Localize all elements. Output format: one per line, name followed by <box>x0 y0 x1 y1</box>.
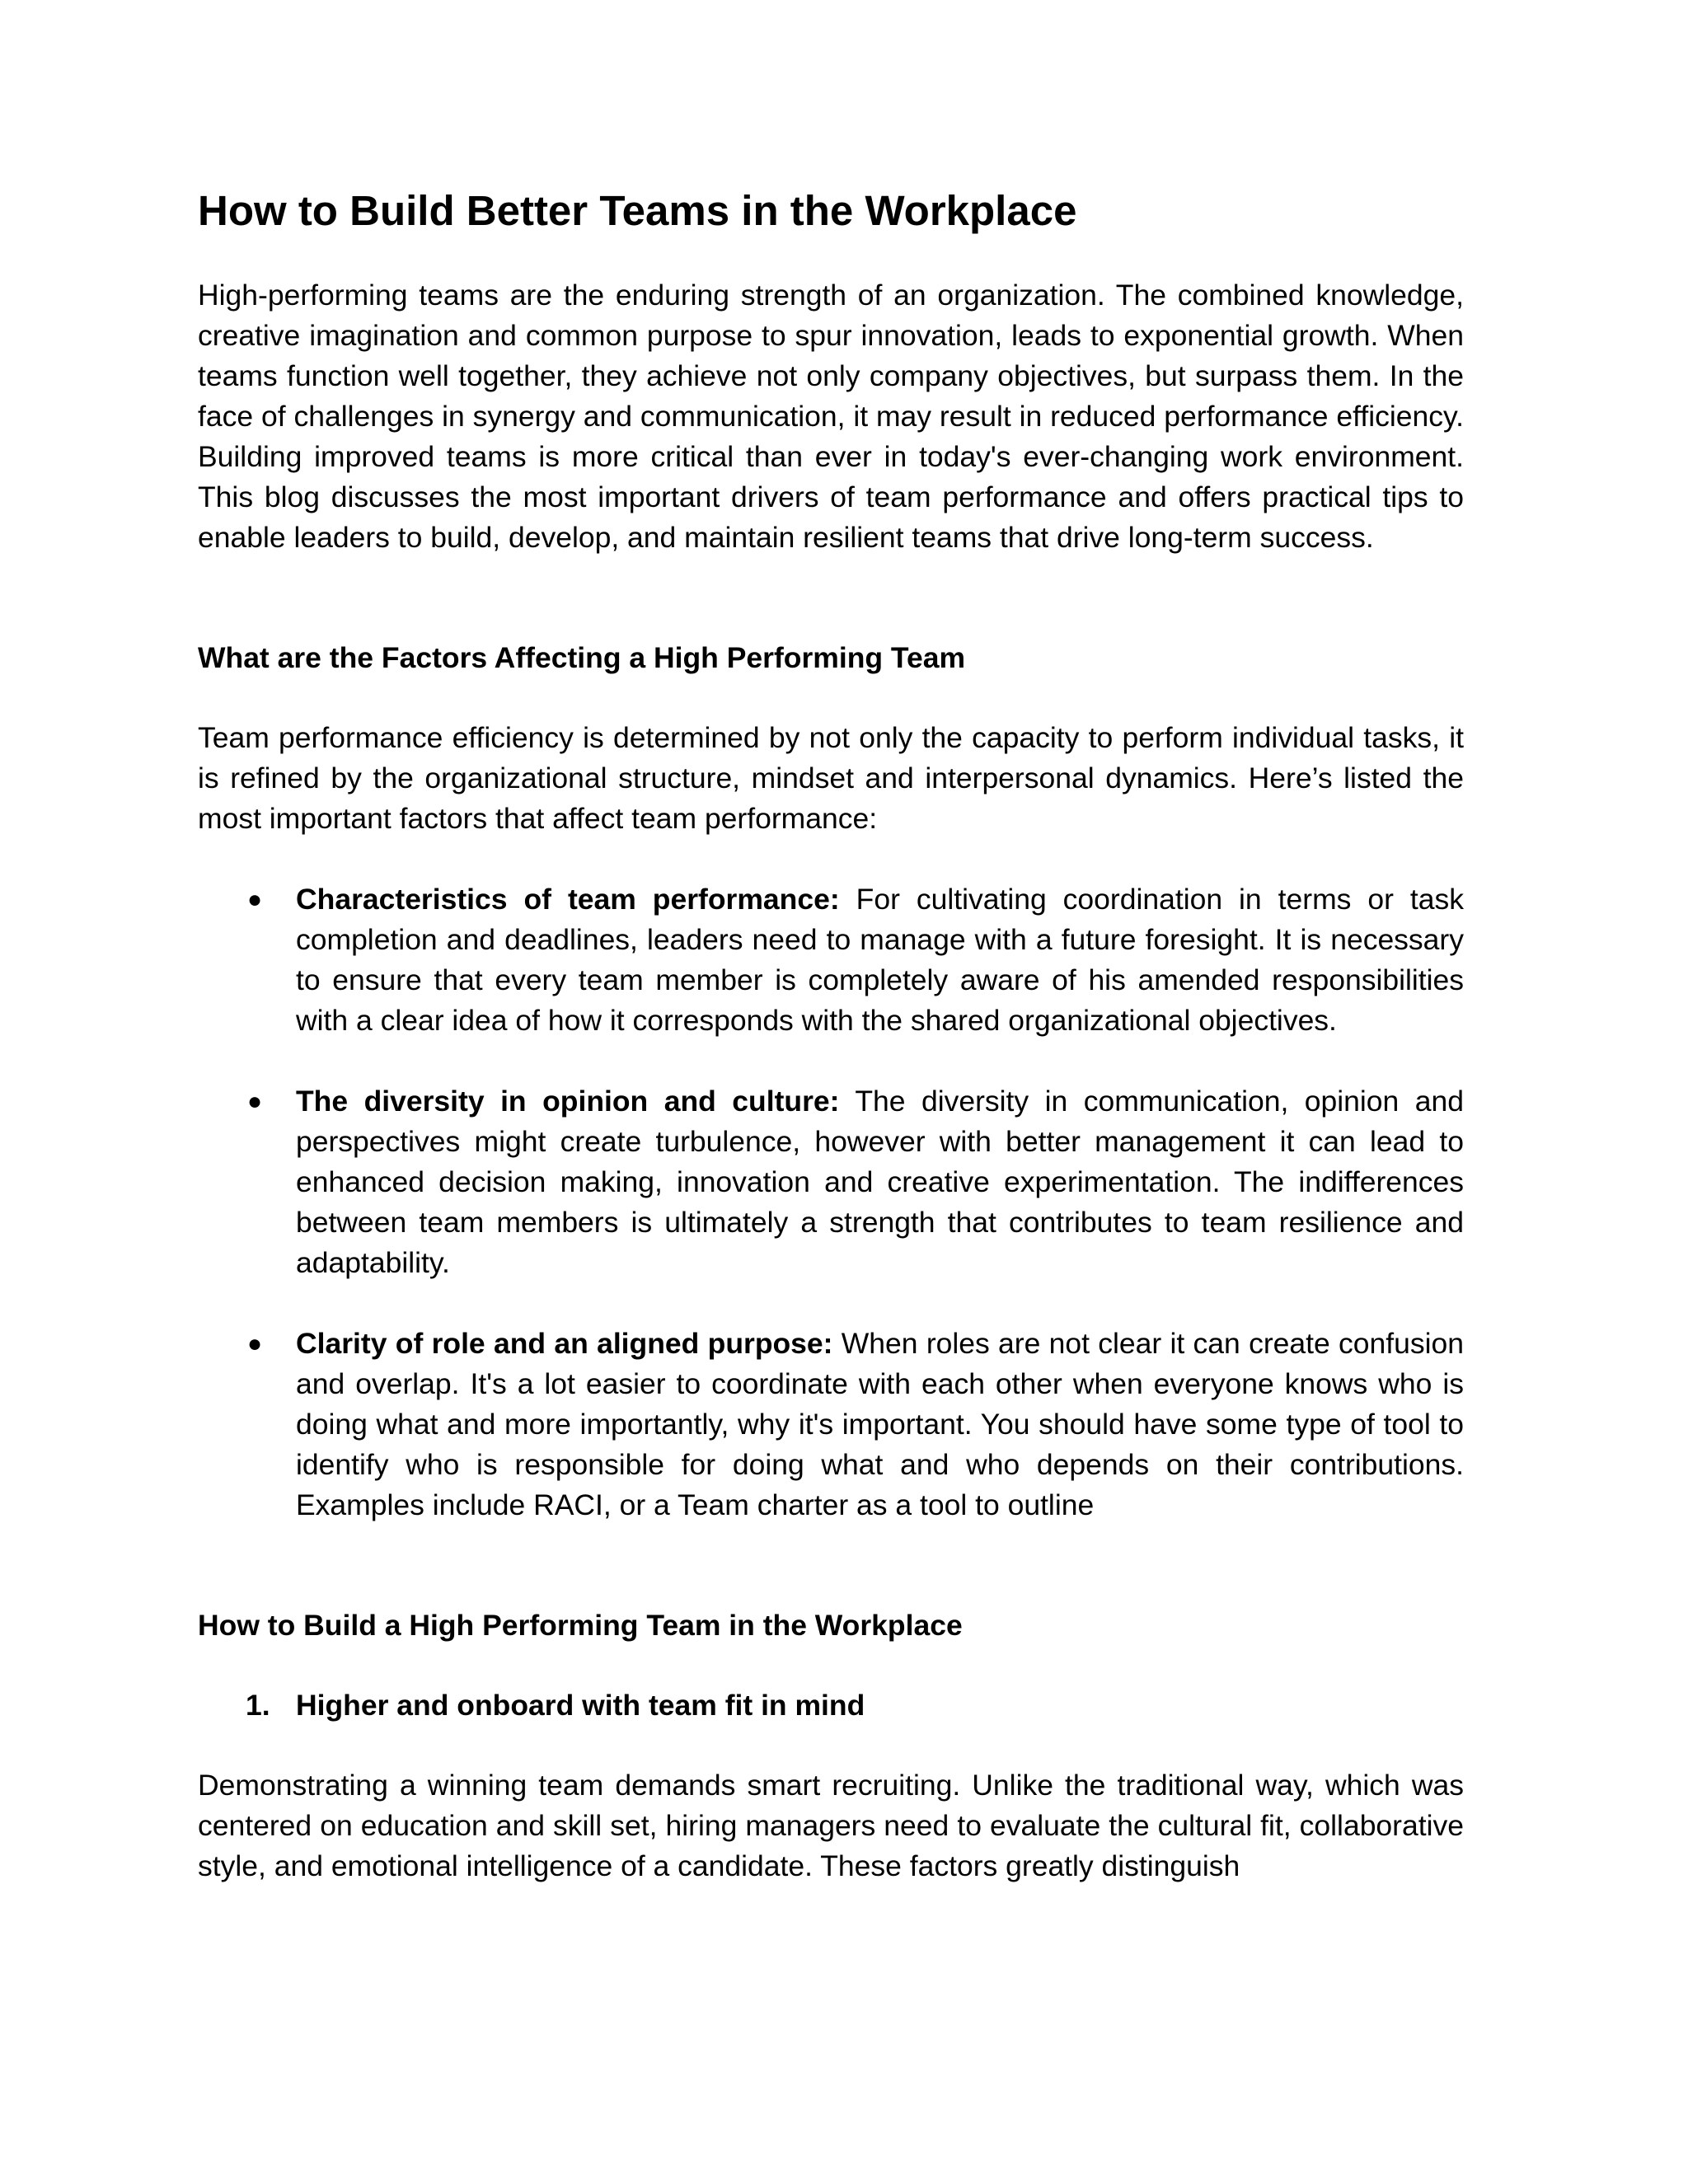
factors-heading: What are the Factors Affecting a High Performing Team <box>198 641 966 675</box>
list-item-term: The diversity in opinion and culture: <box>296 1085 840 1118</box>
list-item-text: For cultivating coordination in terms or task completion and deadlines, leaders need to manage with a future foresight. It is necessary to ensure that every team member is completely aware of his amended responsibilities with a clear idea of how it corresponds with the shared organizational objectives. <box>296 883 1464 1038</box>
step-paragraph: Demonstrating a winning team demands smart recruiting. Unlike the traditional way, which was centered on education and skill set, hiring managers need to evaluate the cultural fit, collaborative style, and emotional intelligence of a candidate. These factors greatly distinguish <box>198 1769 1464 1883</box>
bullet-icon: ● <box>247 1330 263 1358</box>
intro-paragraph: High-performing teams are the enduring strength of an organization. The combined knowledge, creative imagination and common purpose to spur innovation, leads to exponential growth. When teams function well together, they achieve not only company objectives, but surpass them. In the face of challenges in synergy and communication, it may result in reduced performance efficiency. Building improved teams is more critical than ever in today's ever-changing work environment. This blog discusses the most important drivers of team performance and offers practical tips to enable leaders to build, develop, and maintain resilient teams that drive long-term success. <box>198 279 1464 555</box>
step-number: 1. <box>246 1689 270 1722</box>
bullet-icon: ● <box>247 1088 263 1116</box>
page-title: How to Build Better Teams in the Workplace <box>198 187 1077 234</box>
step-title: Higher and onboard with team fit in mind <box>296 1689 865 1722</box>
build-heading: How to Build a High Performing Team in the Workplace <box>198 1609 963 1643</box>
list-item <box>198 1081 1464 1283</box>
step-heading <box>198 1685 1464 1726</box>
bullet-icon: ● <box>247 886 263 914</box>
factors-list <box>198 879 1464 1526</box>
list-item-term: Clarity of role and an aligned purpose: <box>296 1327 833 1361</box>
list-item-text: The diversity in communication, opinion and perspectives might create turbulence, however with better management it can lead to enhanced decision making, innovation and creative experimentation. The indifferences between team members is ultimately a strength that contributes to team resilience and adaptability. <box>296 1085 1464 1280</box>
list-item <box>198 879 1464 1041</box>
list-item <box>198 1324 1464 1526</box>
list-item-term: Characteristics of team performance: <box>296 883 840 916</box>
factors-intro-paragraph: Team performance efficiency is determined by not only the capacity to perform individual tasks, it is refined by the organizational structure, mindset and interpersonal dynamics. Here’s listed the most important factors that affect team performance: <box>198 721 1464 836</box>
list-item-text: When roles are not clear it can create confusion and overlap. It's a lot easier to coordinate with each other when everyone knows who is doing what and more importantly, why it's important. You should have some type of tool to identify who is responsible for doing what and who depends on their contributions. Examples include RACI, or a Team charter as a tool to outline <box>296 1327 1464 1522</box>
document-body <box>198 185 1464 1886</box>
